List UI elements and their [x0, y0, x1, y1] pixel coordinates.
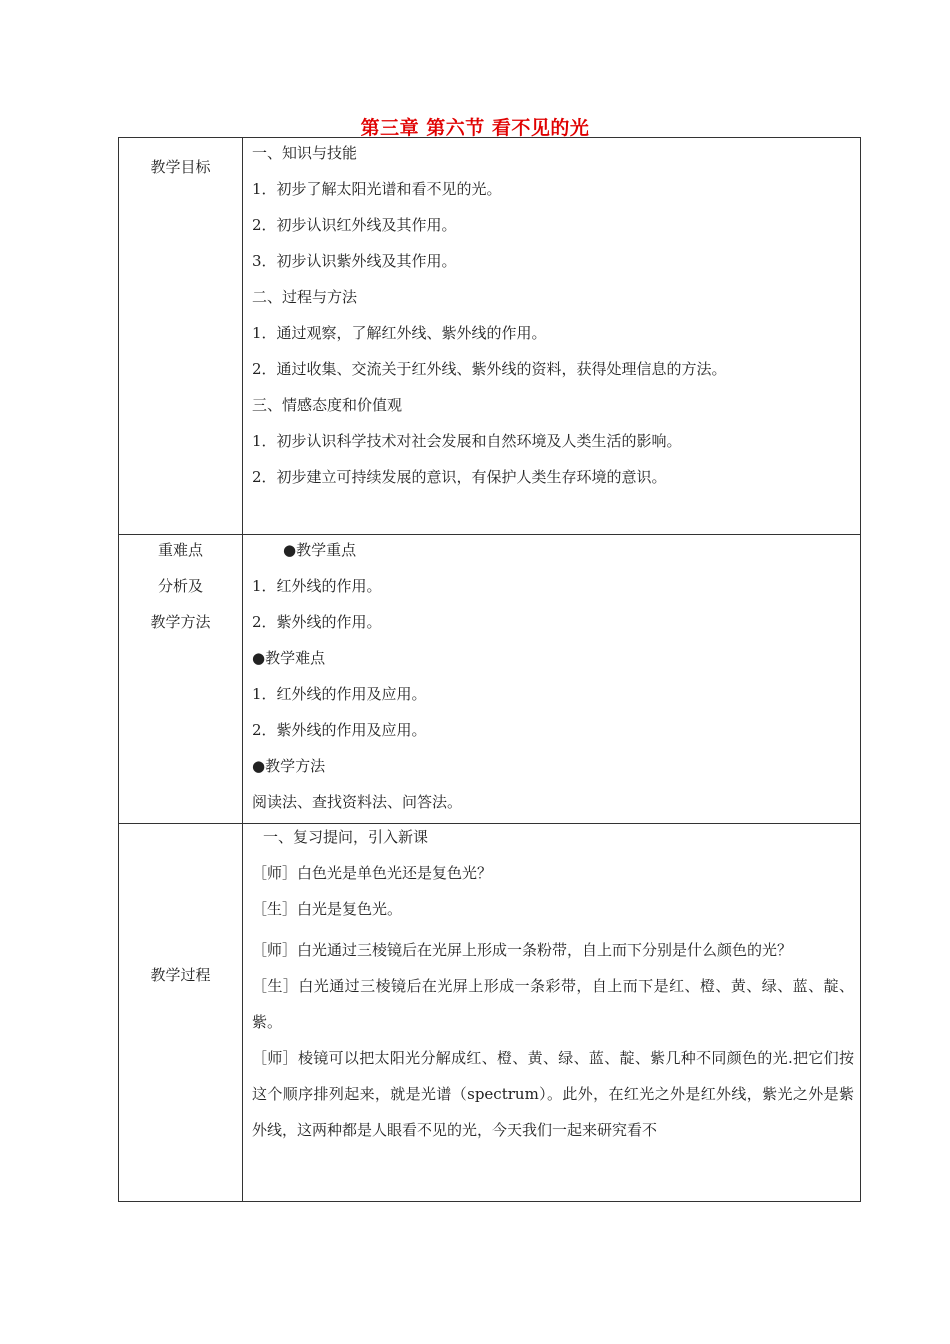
table-row-process — [119, 824, 861, 1202]
content-line: 2．紫外线的作用。 — [252, 613, 382, 631]
row-label-objectives — [119, 138, 243, 535]
content-line: 2．初步认识红外线及其作用。 — [252, 216, 457, 234]
table-row-key-points — [119, 535, 861, 824]
lesson-plan-table — [118, 137, 861, 1202]
content-paragraph: ［师］棱镜可以把太阳光分解成红、橙、黄、绿、蓝、靛、紫几种不同颜色的光.把它们按这个顺序排列起来，就是光谱（spectrum）。此外，在红光之外是红外线，紫光之外是紫外线，这两种都是人眼看不见的光，今天我们一起来研究看不 — [252, 1049, 854, 1139]
content-line: 阅读法、查找资料法、问答法。 — [252, 793, 463, 811]
label-line: 重难点 — [157, 541, 203, 559]
page-title: 第三章 第六节 看不见的光 — [360, 117, 590, 139]
content-paragraph: ［生］白光通过三棱镜后在光屏上形成一条彩带，自上而下是红、橙、黄、绿、蓝、靛、紫。 — [252, 977, 854, 1031]
content-line: 二、过程与方法 — [252, 288, 358, 306]
row-content-objectives — [243, 138, 861, 535]
content-line: 1．初步了解太阳光谱和看不见的光。 — [252, 180, 502, 198]
content-line: ［生］白光是复色光。 — [252, 900, 403, 918]
row-content-key-points — [243, 535, 861, 824]
content-line: 1．初步认识科学技术对社会发展和自然环境及人类生活的影响。 — [252, 432, 682, 450]
content-line: 2．通过收集、交流关于红外线、紫外线的资料，获得处理信息的方法。 — [252, 360, 727, 378]
row-label-process — [119, 824, 243, 1202]
label-line: 分析及 — [157, 577, 203, 595]
row-label-key-points — [119, 535, 243, 824]
content-line: 1．红外线的作用。 — [252, 577, 382, 595]
content-line: 3．初步认识紫外线及其作用。 — [252, 252, 457, 270]
content-line: 一、知识与技能 — [252, 144, 358, 162]
content-line: ●教学方法 — [252, 757, 326, 775]
label-line: 教学方法 — [150, 613, 211, 631]
content-line: 2．初步建立可持续发展的意识，有保护人类生存环境的意识。 — [252, 468, 667, 486]
content-line: ●教学难点 — [252, 649, 326, 667]
content-line: 2．紫外线的作用及应用。 — [252, 721, 427, 739]
table-row-objectives — [119, 138, 861, 535]
content-line: 1．红外线的作用及应用。 — [252, 685, 427, 703]
content-line: 1．通过观察，了解红外线、紫外线的作用。 — [252, 324, 547, 342]
content-paragraph: ［师］白光通过三棱镜后在光屏上形成一条粉带，自上而下分别是什么颜色的光？ — [252, 941, 793, 959]
label-line: 教学过程 — [150, 966, 211, 984]
label-line: 教学目标 — [150, 158, 211, 176]
row-content-process — [243, 824, 861, 1202]
content-line: ［师］白色光是单色光还是复色光？ — [252, 864, 493, 882]
content-line: ●教学重点 — [283, 541, 357, 559]
content-line: 三、情感态度和价值观 — [252, 396, 403, 414]
content-line: 一、复习提问，引入新课 — [263, 828, 429, 846]
